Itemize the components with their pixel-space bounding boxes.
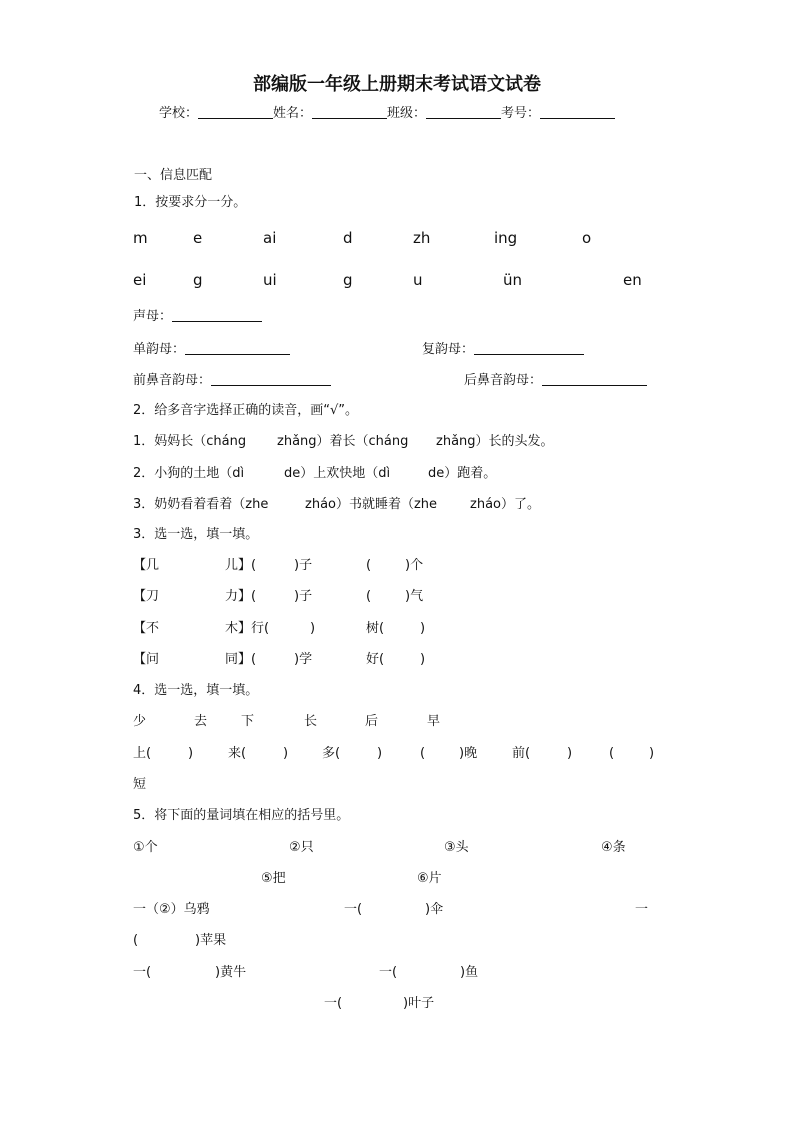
qianbi-answer[interactable]: [211, 372, 331, 386]
shengmu-label: 声母：: [133, 309, 173, 324]
q4-fill: (: [609, 746, 615, 761]
number-field[interactable]: [540, 105, 615, 119]
q4-fill: ): [567, 746, 573, 761]
school-label: 学校：: [159, 106, 199, 121]
pinyin-item: g: [193, 271, 203, 289]
school-field[interactable]: [198, 105, 273, 119]
q3-row2-b: 力】(: [225, 589, 257, 604]
measure-word-option: ④条: [601, 840, 626, 855]
q2-s3-b: zháo）书就睡着（zhe: [305, 497, 438, 512]
houbi-line: [464, 372, 647, 389]
info-line: [159, 105, 615, 122]
q3-row2-e: )气: [405, 589, 424, 604]
pinyin-item: d: [343, 229, 353, 247]
q3-row4-e: ): [420, 652, 426, 667]
class-field[interactable]: [426, 105, 501, 119]
q4-fill: ): [649, 746, 655, 761]
q3-row3-a: 【不: [133, 621, 160, 636]
q3-row2-d: (: [366, 589, 372, 604]
q5-item: )黄牛: [215, 965, 247, 980]
q5-item: 一（②）乌鸦: [133, 902, 210, 917]
q3-row1-c: )子: [294, 558, 313, 573]
q4-fill: )晚: [459, 746, 478, 761]
pinyin-item: ai: [263, 229, 277, 247]
q5-item: 一(: [133, 965, 152, 980]
q4-prompt: 4．选一选，填一填。: [133, 683, 259, 698]
q4-word: 下: [241, 714, 255, 729]
q3-row4-d: 好(: [366, 652, 385, 667]
fuyunmu-answer[interactable]: [474, 341, 584, 355]
q4-word: 少: [133, 714, 147, 729]
pinyin-item: en: [623, 271, 642, 289]
pinyin-item: ing: [494, 229, 518, 247]
q3-row2-a: 【刀: [133, 589, 160, 604]
q3-row1-d: (: [366, 558, 372, 573]
q3-row3-c: ): [310, 621, 316, 636]
q2-s1-b: zhǎng）着长（cháng: [277, 434, 409, 449]
measure-word-option: ③头: [444, 840, 469, 855]
measure-word-option: ⑤把: [261, 871, 286, 886]
q2-prompt: 2．给多音字选择正确的读音，画“√”。: [133, 403, 359, 418]
danyunmu-line: [133, 341, 290, 358]
class-label: 班级：: [387, 106, 427, 121]
q4-fill: 上(: [133, 746, 152, 761]
q2-s3-a: 3．奶奶看着看着（zhe: [133, 497, 269, 512]
q2-s1-a: 1．妈妈长（cháng: [133, 434, 247, 449]
fuyunmu-line: [422, 341, 584, 358]
q5-item: )伞: [425, 902, 444, 917]
q5-item: 一(: [379, 965, 398, 980]
q2-s2-a: 2．小狗的土地（dì: [133, 466, 245, 481]
q4-fill: (: [420, 746, 426, 761]
name-label: 姓名：: [273, 106, 313, 121]
q5-item: )鱼: [460, 965, 479, 980]
number-label: 考号：: [501, 106, 541, 121]
pinyin-item: ui: [263, 271, 277, 289]
pinyin-item: ei: [133, 271, 147, 289]
q2-s2-c: de）跑着。: [428, 466, 497, 481]
q3-row1-a: 【几: [133, 558, 160, 573]
pinyin-item: o: [582, 229, 592, 247]
pinyin-item: ün: [503, 271, 523, 289]
q3-row3-d: 树(: [366, 621, 385, 636]
q4-fill: 来(: [228, 746, 247, 761]
pinyin-item: zh: [413, 229, 431, 247]
houbi-label: 后鼻音韵母：: [464, 373, 543, 388]
q3-row1-b: 儿】(: [225, 558, 257, 573]
q5-item: 一(: [344, 902, 363, 917]
q3-row2-c: )子: [294, 589, 313, 604]
q5-item: 一(: [324, 996, 343, 1011]
q2-s2-b: de）上欢快地（dì: [284, 466, 391, 481]
q3-row4-c: )学: [294, 652, 313, 667]
q5-prompt: 5．将下面的量词填在相应的括号里。: [133, 808, 350, 823]
pinyin-item: e: [193, 229, 203, 247]
q3-row4-b: 同】(: [225, 652, 257, 667]
q4-fill: ): [188, 746, 194, 761]
q3-row1-e: )个: [405, 558, 424, 573]
danyunmu-answer[interactable]: [185, 341, 290, 355]
q4-fill: ): [377, 746, 383, 761]
q5-item: )叶子: [403, 996, 435, 1011]
pinyin-item: m: [133, 229, 148, 247]
q4-word: 长: [304, 714, 318, 729]
shengmu-line: [133, 308, 262, 325]
q4-word: 后: [365, 714, 379, 729]
q4-last: 短: [133, 777, 147, 792]
q4-fill: ): [283, 746, 289, 761]
name-field[interactable]: [312, 105, 387, 119]
page-title: 部编版一年级上册期末考试语文试卷: [253, 74, 541, 95]
houbi-answer[interactable]: [542, 372, 647, 386]
q1-prompt: 1．按要求分一分。: [134, 195, 247, 210]
q3-prompt: 3．选一选，填一填。: [133, 527, 259, 542]
q5-item: )苹果: [195, 933, 227, 948]
q2-s3-c: zháo）了。: [470, 497, 540, 512]
q5-item: 一: [635, 902, 649, 917]
q4-fill: 前(: [512, 746, 531, 761]
pinyin-item: u: [413, 271, 423, 289]
q5-item: (: [133, 933, 139, 948]
measure-word-option: ①个: [133, 840, 158, 855]
q3-row4-a: 【问: [133, 652, 160, 667]
measure-word-option: ⑥片: [417, 871, 442, 886]
danyunmu-label: 单韵母：: [133, 342, 186, 357]
measure-word-option: ②只: [289, 840, 314, 855]
shengmu-answer[interactable]: [172, 308, 262, 322]
qianbi-line: [133, 372, 331, 389]
pinyin-item: g: [343, 271, 353, 289]
q4-fill: 多(: [322, 746, 341, 761]
q4-word: 去: [194, 714, 208, 729]
section-heading: 一、信息匹配: [134, 168, 213, 183]
q2-s1-c: zhǎng）长的头发。: [436, 434, 554, 449]
q4-word: 早: [427, 714, 441, 729]
fuyunmu-label: 复韵母：: [422, 342, 475, 357]
qianbi-label: 前鼻音韵母：: [133, 373, 212, 388]
q3-row3-b: 木】行(: [225, 621, 270, 636]
q3-row3-e: ): [420, 621, 426, 636]
